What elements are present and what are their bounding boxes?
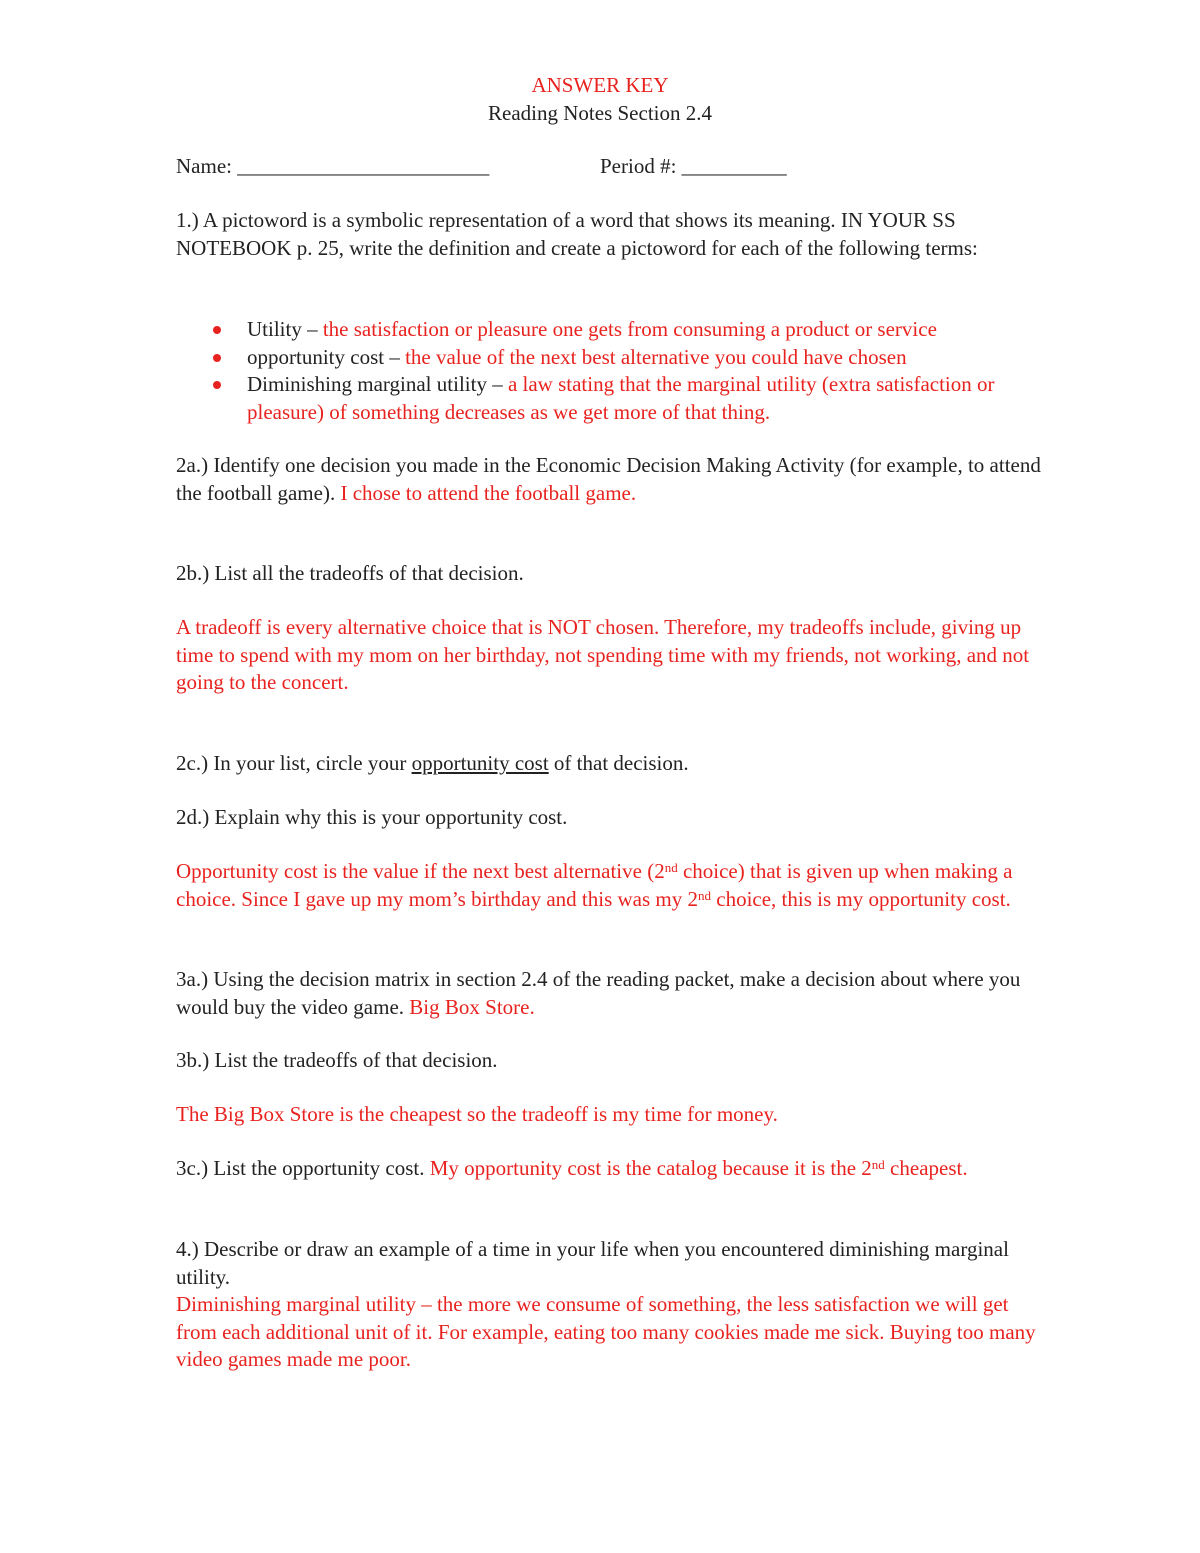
question-2b-prompt: 2b.) List all the tradeoffs of that decision. bbox=[176, 561, 524, 585]
question-3b-answer: The Big Box Store is the cheapest so the tradeoff is my time for money. bbox=[176, 1102, 778, 1126]
term-item-utility bbox=[176, 316, 1046, 344]
question-3a bbox=[176, 966, 1046, 1021]
period-field bbox=[600, 153, 787, 181]
term-list bbox=[176, 316, 1046, 426]
question-2d-prompt: 2d.) Explain why this is your opportunity cost. bbox=[176, 805, 568, 829]
question-3c-prompt: 3c.) List the opportunity cost. bbox=[176, 1156, 430, 1180]
question-3c-answer bbox=[430, 1156, 968, 1180]
question-2c-text-before: 2c.) In your list, circle your bbox=[176, 751, 412, 775]
bullet-icon bbox=[213, 381, 221, 389]
question-2a-prompt: 2a.) Identify one decision you made in the Economic Decision Making Activity (for example, to attend the football game). bbox=[176, 453, 1041, 505]
question-3b-prompt: 3b.) List the tradeoffs of that decision. bbox=[176, 1048, 498, 1072]
bullet-icon bbox=[213, 354, 221, 362]
term-item-opportunity-cost bbox=[176, 344, 1046, 372]
term-definition: the satisfaction or pleasure one gets from consuming a product or service bbox=[322, 317, 937, 341]
question-2b-answer: A tradeoff is every alternative choice that is NOT chosen. Therefore, my tradeoffs include, giving up time to spend with my mom on her birthday, not spending time with my friends, not working, and not going to the concert. bbox=[176, 615, 1030, 694]
question-2d-answer bbox=[176, 858, 1046, 913]
page-subtitle: Reading Notes Section 2.4 bbox=[488, 101, 712, 125]
answer-text: choice, this is my opportunity cost. bbox=[711, 886, 1011, 911]
term-label: opportunity cost – bbox=[247, 344, 406, 369]
period-blank: __________ bbox=[681, 154, 787, 178]
question-2c bbox=[176, 750, 1046, 778]
question-3a-prompt: 3a.) Using the decision matrix in section 2.4 of the reading packet, make a decision about where you would buy the video game. bbox=[176, 967, 1021, 1019]
term-label: Utility – bbox=[247, 317, 323, 341]
question-1-prompt: 1.) A pictoword is a symbolic representation of a word that shows its meaning. IN YOUR SS NOTEBOOK p. 25, write the definition and create a pictoword for each of the following terms: bbox=[176, 208, 978, 260]
period-label: Period #: bbox=[600, 154, 682, 178]
question-2a-answer: I chose to attend the football game. bbox=[340, 480, 637, 505]
name-blank: ________________________ bbox=[237, 154, 490, 178]
question-2c-text-after: of that decision. bbox=[548, 751, 689, 775]
question-2c-underlined-term: opportunity cost bbox=[411, 751, 549, 775]
answer-text: choice) that is given up when making a choice. Since I gave up my mom’s birthday and this was my 2 bbox=[176, 859, 1013, 911]
term-item-diminishing-marginal-utility bbox=[176, 371, 1046, 426]
ordinal-suffix: nd bbox=[698, 887, 711, 903]
ordinal-suffix: nd bbox=[871, 1157, 885, 1172]
answer-text: My opportunity cost is the catalog because it is the 2 bbox=[429, 1156, 872, 1180]
question-4-answer: Diminishing marginal utility – the more we consume of something, the less satisfaction we will get from each additional unit of it. For example, eating too many cookies made me sick. Buying too many video games made me poor. bbox=[176, 1292, 1036, 1371]
term-definition: a law stating that the marginal utility (extra satisfaction or pleasure) of something decreases as we get more of that thing. bbox=[247, 372, 995, 424]
question-4-prompt: 4.) Describe or draw an example of a time in your life when you encountered diminishing marginal utility. bbox=[176, 1237, 1009, 1289]
term-label: Diminishing marginal utility – bbox=[247, 372, 508, 396]
question-3c bbox=[176, 1155, 1046, 1183]
bullet-icon bbox=[213, 326, 221, 334]
name-label: Name: bbox=[176, 154, 238, 178]
question-3a-answer: Big Box Store. bbox=[409, 994, 535, 1019]
ordinal-suffix: nd bbox=[664, 860, 678, 875]
answer-text: Opportunity cost is the value if the next best alternative (2 bbox=[176, 859, 665, 883]
answer-text: cheapest. bbox=[884, 1156, 968, 1180]
name-period-line bbox=[176, 153, 1046, 181]
question-2a bbox=[176, 452, 1046, 507]
page-title: ANSWER KEY bbox=[531, 73, 669, 97]
term-definition: the value of the next best alternative you could have chosen bbox=[405, 344, 907, 369]
